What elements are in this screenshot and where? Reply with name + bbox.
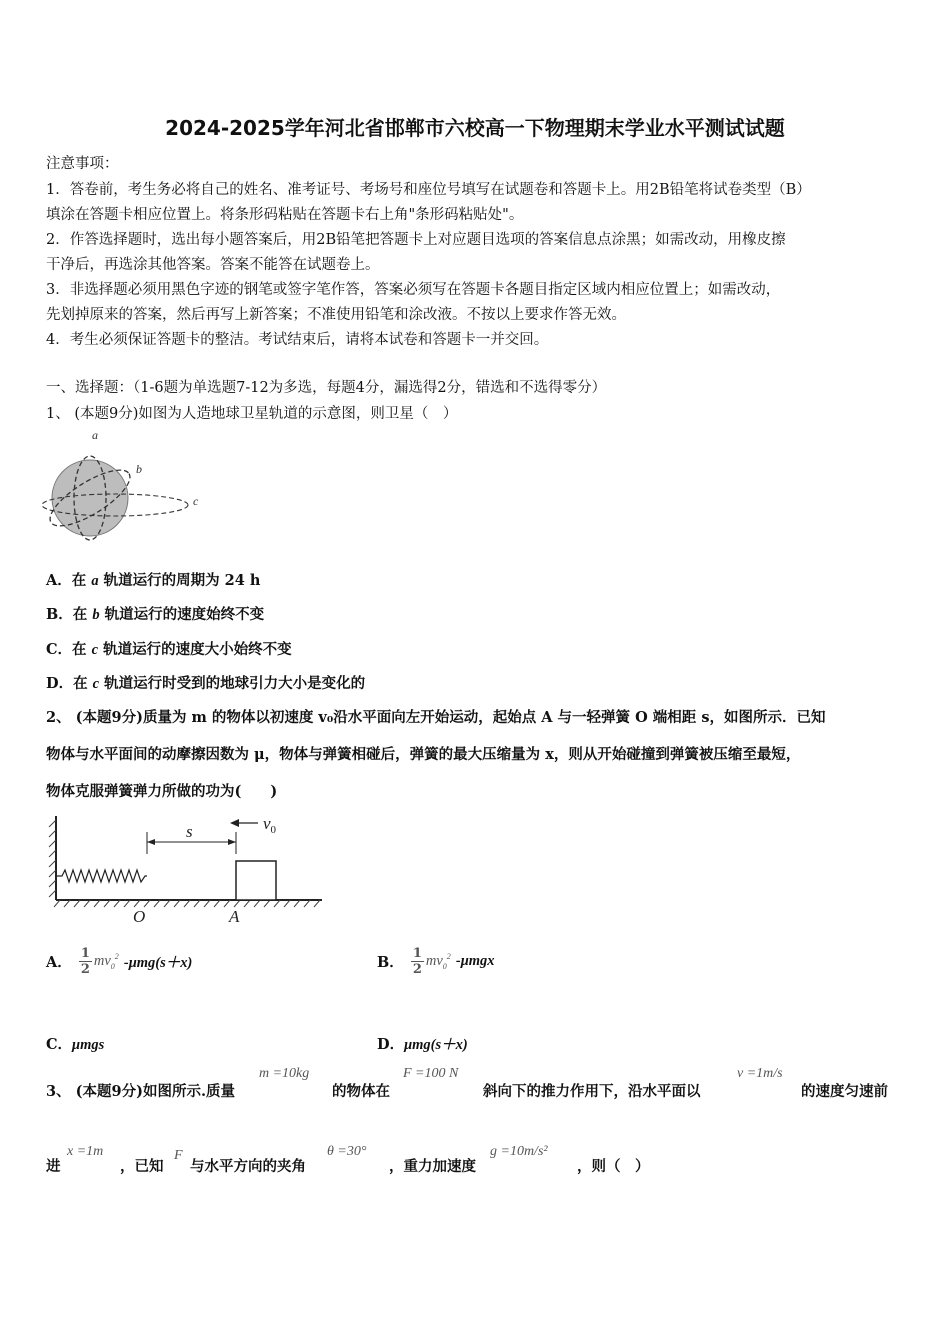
spring [56, 870, 147, 882]
q3-text-7: 与水平方向的夹角 [190, 1158, 306, 1175]
v0-label: $v_0$ [263, 814, 277, 836]
notice-line: 先划掉原来的答案，然后再写上新答案；不准使用铅笔和涂改液。不按以上要求作答无效。 [46, 307, 626, 323]
q2-option-c: C．μmgs [46, 1036, 105, 1053]
s-arrow-left [147, 839, 155, 845]
orbit-a-label: a [92, 428, 98, 442]
q2-stem-line2: 物体与水平面间的动摩擦因数为 μ，物体与弹簧相碰后，弹簧的最大压缩量为 x，则从开始碰撞到弹簧被压缩至最短， [46, 746, 801, 763]
q1-option-a: A．在 a 轨道运行的周期为 24 h [46, 572, 261, 589]
satellite-orbit-figure [40, 424, 210, 549]
q3-eq-displacement: x =1m [67, 1144, 104, 1159]
q3-text-2: 的物体在 [332, 1083, 390, 1100]
q3-eq-force: F =100 N [403, 1066, 459, 1081]
q3-eq-gravity: g =10m/s² [490, 1144, 548, 1159]
notice-line: 4．考生必须保证答题卡的整洁。考试结束后，请将本试卷和答题卡一并交回。 [46, 332, 549, 348]
wall-hatch [49, 820, 56, 897]
notice-line: 2．作答选择题时，选出每小题答案后，用2B铅笔把答题卡上对应题目选项的答案信息点涂黑；如需改动，用橡皮擦 [46, 232, 786, 248]
q1-option-b: B．在 b 轨道运行的速度始终不变 [46, 606, 265, 623]
notice-line: 干净后，再选涂其他答案。答案不能答在试题卷上。 [46, 257, 380, 273]
orbit-b-label: b [136, 462, 142, 476]
q2-stem-line3: 物体克服弹簧弹力所做的功为( ) [46, 783, 278, 800]
q3-text-6: ，已知 [120, 1158, 164, 1175]
orbit-c-label: c [193, 494, 199, 508]
q3-text-1: 3、 (本题9分)如图所示.质量 [46, 1083, 235, 1100]
fraction-half: $\frac{1}{2}$ [412, 946, 422, 977]
fraction-half: $\frac{1}{2}$ [80, 946, 90, 977]
q3-text-3: 斜向下的推力作用下，沿水平面以 [483, 1083, 701, 1100]
spring-block-figure [44, 810, 329, 930]
q3-eq-angle: θ =30° [327, 1144, 367, 1159]
q3-text-9: ，则（ ） [577, 1158, 650, 1175]
q3-eq-mass: m =10kg [259, 1066, 310, 1081]
page-title: 2024-2025学年河北省邯郸市六校高一下物理期末学业水平测试试题 [165, 116, 785, 140]
q1-option-c: C．在 c 轨道运行的速度大小始终不变 [46, 641, 292, 658]
q2-option-b: B． $\frac{1}{2}$ $mv_0^2$ -μmgx [377, 946, 495, 977]
q2-option-d: D．μmg(s＋x) [377, 1036, 468, 1053]
point-a-label: A [229, 907, 240, 926]
section-heading: 一、选择题：（1-6题为单选题7-12为多选，每题4分，漏选得2分，错选和不选得零分） [46, 380, 607, 396]
ground-hatch [54, 900, 320, 907]
notice-line: 填涂在答题卡相应位置上。将条形码粘贴在答题卡右上角"条形码粘贴处"。 [46, 207, 524, 223]
q1-stem: 1、 (本题9分)如图为人造地球卫星轨道的示意图，则卫星（ ） [46, 406, 458, 422]
s-label: s [186, 822, 193, 841]
s-arrow-right [228, 839, 236, 845]
q3-text-4: 的速度匀速前 [801, 1083, 888, 1100]
q3-eq-f: F [174, 1148, 183, 1163]
notice-line: 3．非选择题必须用黑色字迹的钢笔或签字笔作答，答案必须写在答题卡各题目指定区域内相应位置上；如需改动， [46, 282, 781, 298]
q3-eq-velocity: v =1m/s [737, 1066, 783, 1081]
point-o-label: O [133, 907, 146, 926]
q1-option-d: D．在 c 轨道运行时受到的地球引力大小是变化的 [46, 675, 366, 692]
q2-option-a: A． $\frac{1}{2}$ $mv_0^2$ -μmg(s＋x) [46, 946, 193, 977]
block [236, 861, 276, 900]
q3-text-5: 进 [46, 1158, 61, 1175]
q2-stem-line1: 2、 (本题9分)质量为 m 的物体以初速度 v₀沿水平面向左开始运动，起始点 A 与一轻弹簧 O 端相距 s，如图所示．已知 [46, 709, 826, 726]
notice-heading: 注意事项： [46, 156, 119, 172]
q3-text-8: ，重力加速度 [389, 1158, 476, 1175]
notice-line: 1．答卷前，考生务必将自己的姓名、准考证号、考场号和座位号填写在试题卷和答题卡上。用2B铅笔将试卷类型（B） [46, 182, 811, 198]
v0-arrow-head [230, 819, 239, 827]
